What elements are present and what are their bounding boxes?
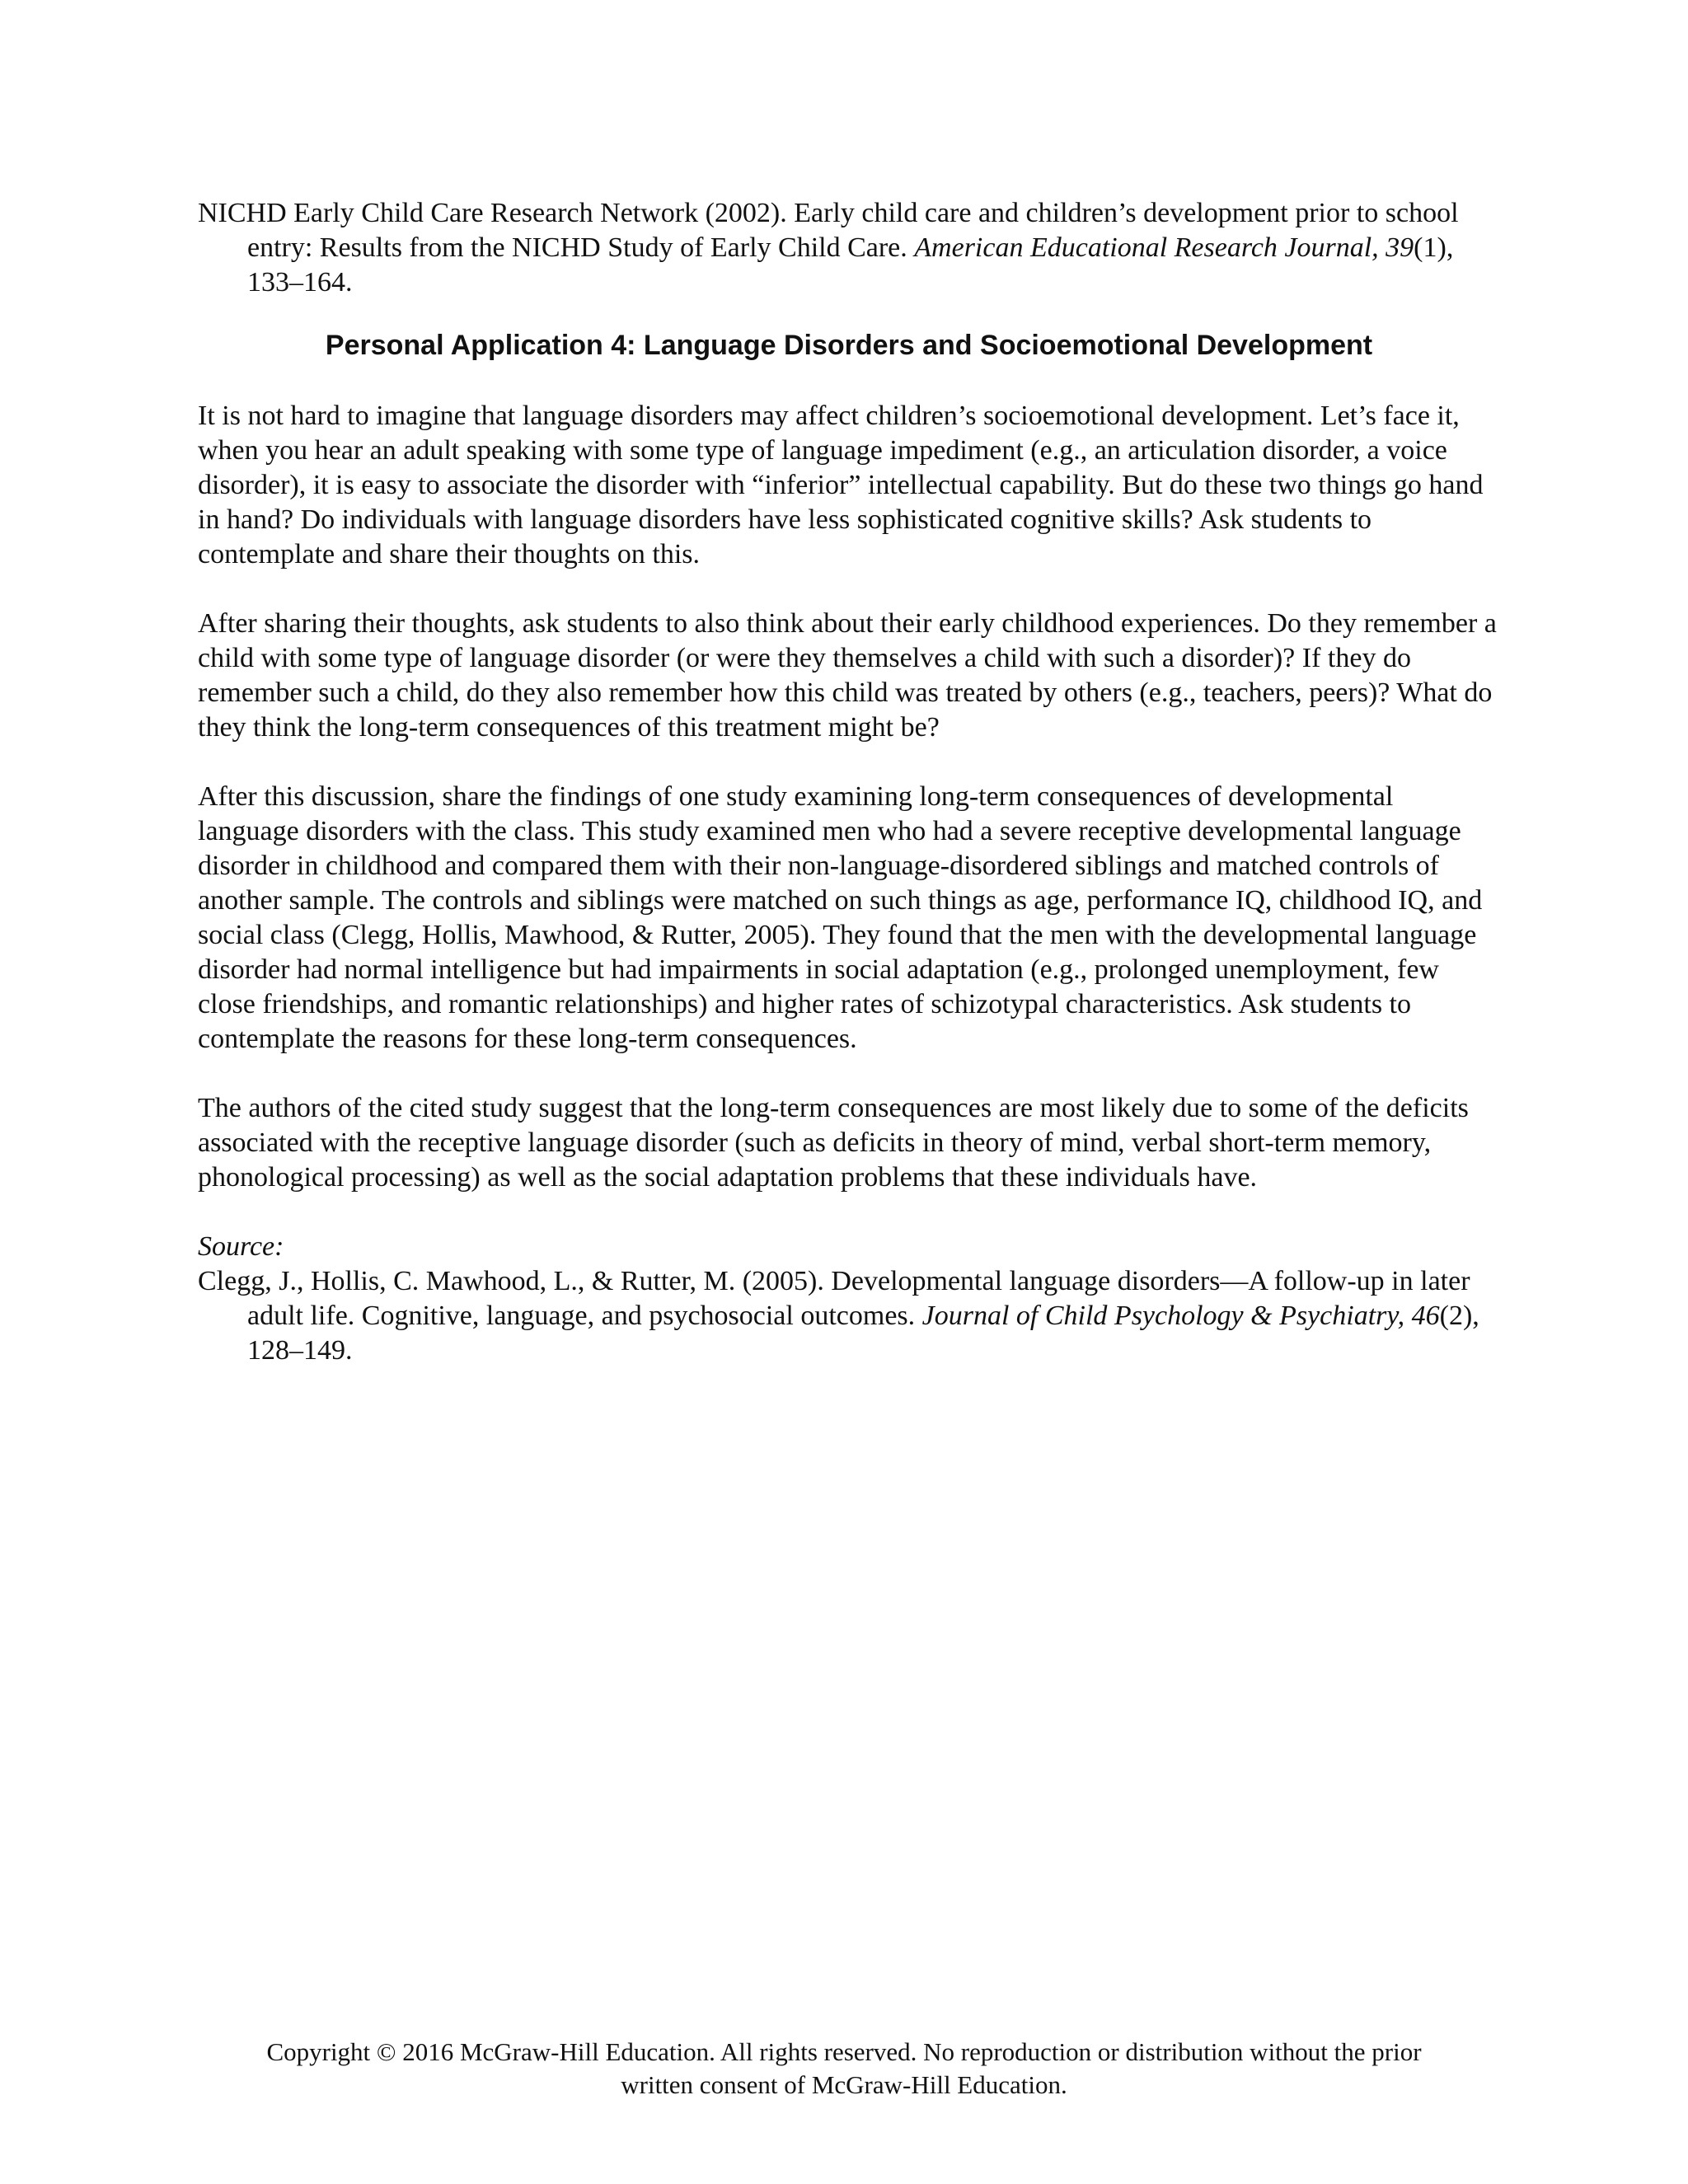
reference-text: NICHD Early Child Care Research Network (2002). Early child care and children’s development prior to school entry: Results from the NICHD Study of Early Child Care. (198, 198, 1459, 263)
paragraph-4: The authors of the cited study suggest that the long-term consequences are most likely due to some of the deficits associated with the receptive language disorder (such as deficits in theory of mind, verbal short-term memory, phonological processing) as well as the social adaptation problems that these individuals have. (198, 1093, 1469, 1193)
source-reference (198, 1264, 1500, 1368)
reference-journal: American Educational Research Journal, 39 (914, 232, 1414, 263)
footer-line-1: Copyright © 2016 McGraw-Hill Education. All rights reserved. No reproduction or distribution without the prior (266, 2037, 1422, 2066)
document-page (198, 196, 1500, 1368)
top-reference (198, 196, 1500, 300)
source-reference-text: Clegg, J., Hollis, C. Mawhood, L., & Rutter, M. (2005). Developmental language disorders—A follow-up in later adult life. Cognitive, language, and psychosocial outcomes. (198, 1266, 1470, 1331)
copyright-footer (0, 2036, 1688, 2102)
paragraph-3: After this discussion, share the findings of one study examining long-term consequences of developmental language disorders with the class. This study examined men who had a severe receptive developmental language disorder in childhood and compared them with their non-language-disordered siblings and matched controls of another sample. The controls and siblings were matched on such things as age, performance IQ, childhood IQ, and social class (Clegg, Hollis, Mawhood, & Rutter, 2005). They found that the men with the developmental language disorder had normal intelligence but had impairments in social adaptation (e.g., prolonged unemployment, few close friendships, and romantic relationships) and higher rates of schizotypal characteristics. Ask students to contemplate the reasons for these long-term consequences. (198, 781, 1483, 1054)
footer-line-2: written consent of McGraw-Hill Education. (621, 2070, 1067, 2099)
source-reference-issue-pages: (2), 128–149. (247, 1301, 1479, 1366)
section-title: Personal Application 4: Language Disorders and Socioemotional Development (325, 330, 1373, 361)
source-reference-journal: Journal of Child Psychology & Psychiatry, 46 (921, 1301, 1440, 1331)
reference-issue-pages: (1), 133–164. (247, 232, 1454, 298)
paragraph-1: It is not hard to imagine that language disorders may affect children’s socioemotional development. Let’s face it, when you hear an adult speaking with some type of language impediment (e.g., an articulation disorder, a voice disorder), it is easy to associate the disorder with “inferior” intellectual capability. But do these two things go hand in hand? Do individuals with language disorders have less sophisticated cognitive skills? Ask students to contemplate and share their thoughts on this. (198, 401, 1484, 569)
source-label: Source: (198, 1231, 284, 1262)
paragraph-2: After sharing their thoughts, ask students to also think about their early childhood experiences. Do they remember a child with some type of language disorder (or were they themselves a child with such a disorder)? If they do remember such a child, do they also remember how this child was treated by others (e.g., teachers, peers)? What do they think the long-term consequences of this treatment might be? (198, 608, 1497, 743)
